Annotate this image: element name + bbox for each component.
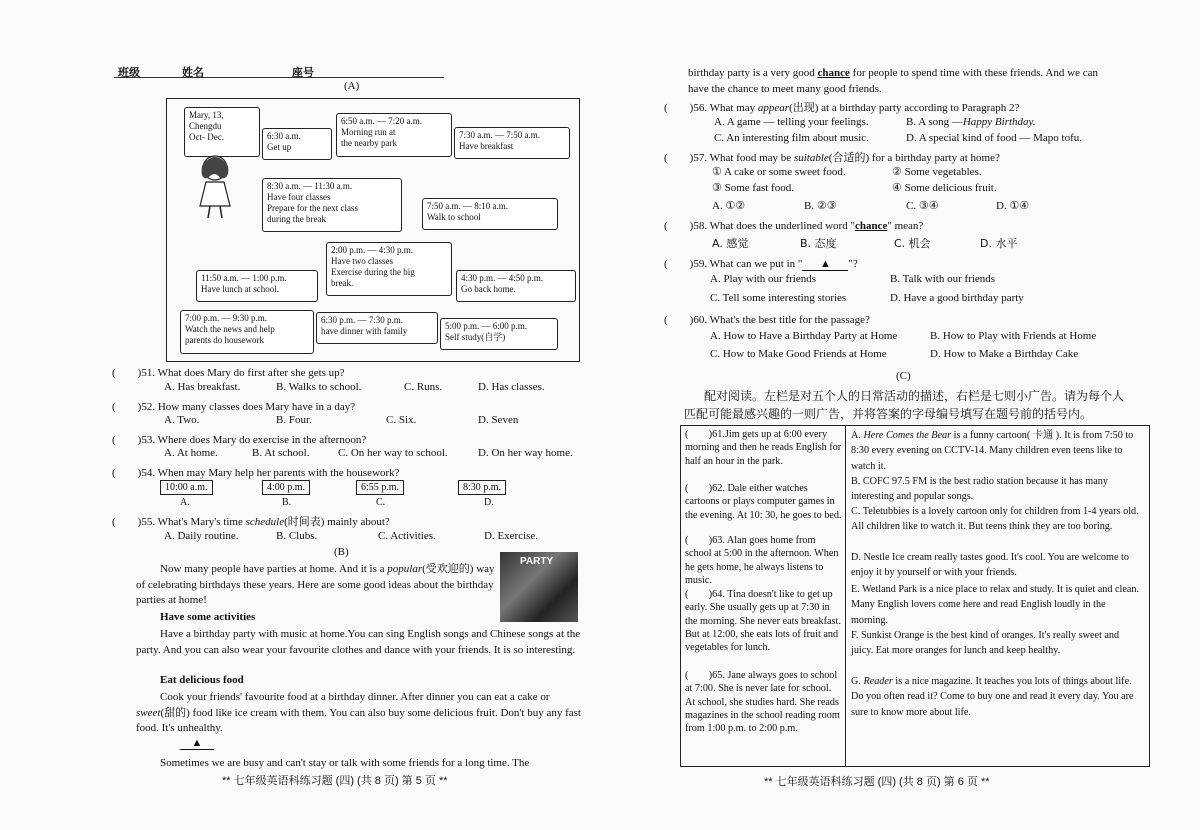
cont-chance: chance — [817, 67, 850, 79]
ad-g-post: is a nice magazine. It teaches you lots of things about life. Do you often read it? Come to buy one and read it every day. You are sure to know more about life. — [851, 676, 1134, 718]
passage-b-p1 — [136, 562, 496, 609]
box-go-home: 4:30 p.m. — 4:50 p.m. Go back home. — [456, 270, 576, 302]
q51-stem: ( )51. What does Mary do first after she gets up? — [112, 367, 345, 379]
q58-option-c[interactable]: C. 机会 — [894, 237, 931, 250]
seat-label: 座号 — [292, 66, 314, 79]
p1-word: popular — [387, 563, 423, 575]
passage-b-p3 — [136, 690, 590, 737]
box-news-housework: 7:00 p.m. — 9:30 p.m. Watch the news and help parents do housework — [180, 310, 314, 354]
q55-option-a[interactable]: A. Daily routine. — [164, 530, 239, 542]
ad-g-pre: G. — [851, 676, 864, 687]
heading-activities: Have some activities — [160, 611, 256, 623]
q55-stem-pre: ( )55. What's Mary's time — [112, 516, 246, 528]
q51-option-d[interactable]: D. Has classes. — [478, 381, 545, 393]
q57-option-d[interactable]: D. ①④ — [996, 200, 1030, 212]
section-c-label: (C) — [896, 370, 911, 382]
box-walk-school: 7:50 a.m. — 8:10 a.m. Walk to school — [422, 198, 558, 230]
q51-option-c[interactable]: C. Runs. — [404, 381, 443, 393]
q53-option-a[interactable]: A. At home. — [164, 447, 218, 459]
header-line — [114, 77, 444, 78]
heading-food: Eat delicious food — [160, 674, 244, 686]
matching-table — [680, 425, 1150, 767]
q58-option-a[interactable]: A. 感觉 — [712, 237, 749, 250]
ad-d: D. Nestle Ice cream really tastes good. It's cool. You are welcome to enjoy it by yourself or with your friends. — [851, 552, 1129, 579]
q57-item-3: ③ Some fast food. — [712, 182, 794, 194]
q52-stem: ( )52. How many classes does Mary have in a day? — [112, 401, 356, 413]
q52-option-c[interactable]: C. Six. — [386, 414, 417, 426]
q54-time-b[interactable]: 4:00 p.m. — [262, 480, 310, 495]
q55-stem-word: schedule — [245, 516, 285, 528]
p3-post: (甜的) food like ice cream with them. You can also buy some delicious fruit. Don't buy any fast food. It's unhealthy. — [136, 706, 581, 734]
box-get-up: 6:30 a.m. Get up — [262, 128, 332, 160]
section-b-label: (B) — [334, 546, 349, 558]
q57-item-1: ① A cake or some sweet food. — [712, 166, 846, 178]
cont-post: for people to spend time with these friends. And we can — [849, 67, 1098, 79]
q58-option-b[interactable]: B. 态度 — [800, 237, 837, 250]
box-four-classes: 8:30 a.m. — 11:30 a.m. Have four classes Prepare for the next class during the break — [262, 178, 402, 232]
q54-letter-a: A. — [180, 497, 190, 508]
ad-b: B. COFC 97.5 FM is the best radio station because it has many interesting and popular songs. — [851, 476, 1108, 503]
footer-left: ** 七年级英语科练习题 (四) (共 8 页) 第 5 页 ** — [222, 775, 448, 787]
q56-option-a[interactable]: A. A game — telling your feelings. — [714, 116, 869, 128]
q56-pre: ( )56. What may — [664, 102, 758, 114]
p1-post: (受欢迎的) way of celebrating birthdays these years. Here are some good ideas about the birthday parties at home! — [136, 563, 495, 606]
q53-option-d[interactable]: D. On her way home. — [478, 447, 573, 459]
q54-time-a[interactable]: 10:00 a.m. — [160, 480, 213, 495]
q57-item-4: ④ Some delicious fruit. — [892, 182, 997, 194]
ad-a-title: Here Comes the Bear — [863, 430, 952, 441]
box-self-study: 5:00 p.m. — 6:00 p.m. Self study(自学) — [440, 318, 558, 350]
q59-option-b[interactable]: B. Talk with our friends — [890, 273, 996, 285]
q56-option-c[interactable]: C. An interesting film about music. — [714, 132, 869, 144]
q53-option-b[interactable]: B. At school. — [252, 447, 310, 459]
q51-option-a[interactable]: A. Has breakfast. — [164, 381, 241, 393]
q59-stem — [664, 255, 858, 271]
passage-b-p4: Sometimes we are busy and can't stay or talk with some friends for a long time. The — [160, 757, 530, 769]
q59-option-c[interactable]: C. Tell some interesting stories — [710, 292, 847, 304]
p1-pre: Now many people have parties at home. And it is a — [160, 563, 388, 575]
q54-time-c[interactable]: 6:55 p.m. — [356, 480, 404, 495]
q59-option-d[interactable]: D. Have a good birthday party — [890, 292, 1024, 304]
q59-blank: ▲ — [802, 258, 848, 271]
p3-word: sweet — [136, 706, 161, 719]
q56-option-b[interactable] — [906, 116, 1036, 128]
q55-stem-post: (时间表) mainly about? — [284, 516, 390, 528]
q52-option-b[interactable]: B. Four. — [276, 414, 312, 426]
match-item-63[interactable]: ( )63. Alan goes home from school at 5:00 in the afternoon. When he gets home, he always listens to music. — [685, 535, 839, 586]
class-label: 班级 — [118, 66, 140, 79]
q55-option-c[interactable]: C. Activities. — [378, 530, 436, 542]
right-cont-line2: have the chance to meet many good friends. — [688, 83, 882, 95]
ad-a — [851, 428, 1141, 474]
q54-letter-b: B. — [282, 497, 292, 508]
passage-blank: ▲ — [180, 737, 214, 750]
q54-stem: ( )54. When may Mary help her parents with the housework? — [112, 467, 400, 479]
section-a-label: (A) — [344, 80, 360, 92]
q60-option-b[interactable]: B. How to Play with Friends at Home — [930, 330, 1097, 342]
q56-word: appear — [757, 102, 790, 114]
footer-right: ** 七年级英语科练习题 (四) (共 8 页) 第 6 页 ** — [764, 776, 990, 788]
q51-option-b[interactable]: B. Walks to school. — [276, 381, 362, 393]
q54-time-d[interactable]: 8:30 p.m. — [458, 480, 506, 495]
q59-pre: ( )59. What can we put in " — [664, 258, 803, 270]
box-dinner: 6:30 p.m. — 7:30 p.m. have dinner with family — [316, 312, 438, 344]
ad-a-pre: A. — [851, 430, 864, 441]
q53-stem: ( )53. Where does Mary do exercise in the afternoon? — [112, 434, 367, 446]
q55-option-b[interactable]: B. Clubs. — [276, 530, 318, 542]
q55-option-d[interactable]: D. Exercise. — [484, 530, 539, 542]
q53-option-c[interactable]: C. On her way to school. — [338, 447, 448, 459]
match-item-61[interactable]: ( )61.Jim gets up at 6:00 every morning and then he reads English for half an hour in the park. — [685, 429, 842, 467]
match-item-65[interactable]: ( )65. Jane always goes to school at 7:00. She is never late for school. At school, she studies hard. She reads magazines in the school reading room from 1:00 p.m. to 2:00 p.m. — [685, 670, 840, 735]
section-c-instruction-1: 配对阅读。左栏是对五个人的日常活动的描述，右栏是七则小广告。请为每个人 — [704, 389, 1125, 403]
q60-option-d[interactable]: D. How to Make a Birthday Cake — [930, 348, 1079, 360]
q59-option-a[interactable]: A. Play with our friends — [710, 273, 817, 285]
box-breakfast: 7:30 a.m. — 7:50 a.m. Have breakfast — [454, 127, 570, 159]
box-two-classes: 2:00 p.m. — 4:30 p.m. Have two classes Exercise during the big break. — [326, 242, 452, 296]
cont-pre: birthday party is a very good — [688, 67, 818, 79]
p3-pre: Cook your friends' favourite food at a birthday dinner. After dinner you can eat a cake or — [160, 691, 550, 703]
party-photo — [500, 552, 578, 622]
q56-option-d[interactable]: D. A special kind of food — Mapo tofu. — [906, 132, 1082, 144]
box-lunch: 11:50 a.m. — 1:00 p.m. Have lunch at school. — [196, 270, 318, 302]
ad-a-post: is a funny cartoon( 卡通 ). It is from 7:50 to 8:30 every evening on CCTV-14. Many children even teens like to watch it. — [851, 430, 1134, 472]
q54-letter-c: C. — [376, 497, 386, 508]
intro-box: Mary, 13, Chengdu Oct- Dec. — [184, 107, 260, 157]
q57-option-c[interactable]: C. ③④ — [906, 200, 939, 212]
q56-b-word: Happy Birthday. — [962, 116, 1036, 128]
q52-option-a[interactable]: A. Two. — [164, 414, 200, 426]
q57-post: (合适的) for a birthday party at home? — [828, 152, 1000, 164]
name-label: 姓名 — [182, 66, 204, 79]
q58-pre: ( )58. What does the underlined word " — [664, 220, 855, 232]
q56-stem — [664, 99, 1019, 115]
box-morning-run: 6:50 a.m. — 7:20 a.m. Morning run at the nearby park — [336, 113, 452, 157]
q57-option-b[interactable]: B. ②③ — [804, 200, 837, 212]
match-item-62[interactable]: ( )62. Dale either watches cartoons or plays computer games in the evening. At 10: 30, he goes to bed. — [685, 483, 842, 521]
ad-g-title: Reader — [863, 676, 893, 687]
ad-c: C. Teletubbies is a lovely cartoon only for children from 1-4 years old. All children like to watch it. But teens think they are too boring. — [851, 506, 1139, 533]
q54-letter-d: D. — [484, 497, 494, 508]
q58-option-d[interactable]: D. 水平 — [980, 237, 1018, 250]
ad-f: F. Sunkist Orange is the best kind of oranges. It's really sweet and juicy. Eat more oranges for lunch and keep healthy. — [851, 630, 1120, 657]
q56-post: (出现) at a birthday party according to Paragraph 2? — [789, 102, 1020, 114]
girl-illustration — [190, 150, 240, 220]
q57-pre: ( )57. What food may be — [664, 152, 794, 164]
match-item-64[interactable]: ( )64. Tina doesn't like to get up early. She usually gets up at 7:30 in the morning. She never eats breakfast. But at 12:00, she eats lots of fruit and vegetables for lunch. — [685, 589, 841, 654]
q52-option-d[interactable]: D. Seven — [478, 414, 519, 426]
passage-b-p2: Have a birthday party with music at home.You can sing English songs and Chinese songs at the party. And you can also wear your favourite clothes and dance with your friends. It is so interesting. — [136, 628, 581, 656]
people-column — [681, 426, 846, 766]
right-cont-line1 — [688, 67, 1098, 79]
ad-e: E. Wetland Park is a nice place to relax and study. It is quiet and clean. Many English lovers come here and read English loudly in the morning. — [851, 584, 1140, 626]
q57-option-a[interactable]: A. ①② — [712, 200, 746, 212]
q60-option-a[interactable]: A. How to Have a Birthday Party at Home — [710, 330, 898, 342]
section-c-instruction-2: 匹配可能最感兴趣的一则广告，并将答案的字母编号填写在题号前的括号内。 — [684, 407, 1093, 421]
ad-g — [851, 674, 1141, 720]
q60-option-c[interactable]: C. How to Make Good Friends at Home — [710, 348, 887, 360]
q60-stem: ( )60. What's the best title for the passage? — [664, 314, 870, 326]
q58-stem — [664, 217, 923, 233]
q58-post: " mean? — [887, 220, 924, 232]
q55-stem — [112, 513, 390, 529]
q57-item-2: ② Some vegetables. — [892, 166, 982, 178]
q56-b-pre: B. A song — — [906, 116, 963, 128]
q58-word: chance — [854, 220, 888, 232]
party-photo-text: PARTY — [520, 556, 554, 567]
q57-stem — [664, 149, 1000, 165]
q59-post: "? — [848, 258, 858, 270]
q57-word: suitable — [793, 152, 829, 164]
